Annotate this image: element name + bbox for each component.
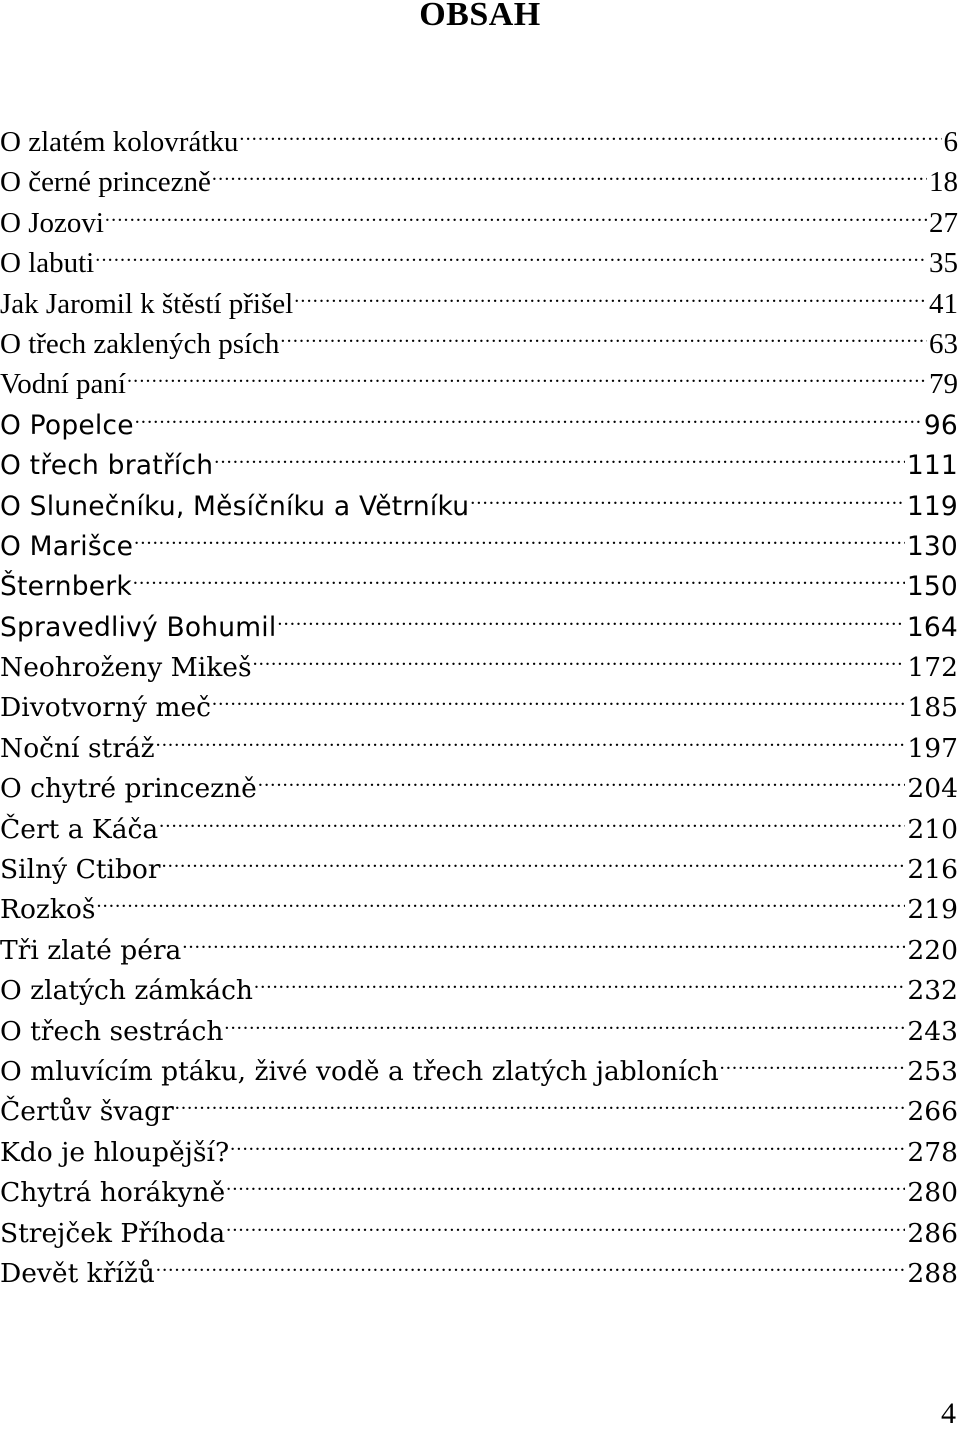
toc-entry-page: 253 bbox=[907, 1055, 958, 1087]
toc-entry-title: O třech sestrách bbox=[0, 1015, 224, 1047]
toc-leader-dots bbox=[135, 394, 922, 434]
toc-leader-dots bbox=[105, 192, 927, 232]
toc-leader-dots bbox=[239, 111, 941, 151]
toc-entry-page: 79 bbox=[929, 368, 958, 401]
toc-entry bbox=[0, 434, 958, 482]
toc-leader-dots bbox=[226, 1161, 905, 1201]
toc-entry-title: Kdo je hloupější? bbox=[0, 1136, 230, 1168]
toc-leader-dots bbox=[182, 919, 905, 959]
toc-entry-title: O třech zaklených psích bbox=[0, 327, 280, 360]
toc-leader-dots bbox=[258, 757, 906, 797]
toc-entry bbox=[0, 919, 958, 966]
toc-leader-dots bbox=[226, 1202, 905, 1242]
toc-entry-title: O zlatém kolovrátku bbox=[0, 126, 239, 158]
toc-leader-dots bbox=[470, 475, 905, 515]
toc-entry bbox=[0, 555, 958, 603]
toc-leader-dots bbox=[156, 717, 906, 757]
toc-entry bbox=[0, 273, 958, 320]
toc-leader-dots bbox=[212, 151, 927, 191]
toc-entry-page: 266 bbox=[907, 1096, 958, 1128]
toc-entry-title: O chytré princezně bbox=[0, 773, 257, 805]
toc-entry-title: Neohroženy Mikeš bbox=[0, 652, 252, 684]
toc-entry-title: Jak Jaromil k štěstí přišel bbox=[0, 287, 294, 320]
toc-entry-title: Vodní paní bbox=[0, 368, 126, 401]
toc-entry-page: 232 bbox=[907, 975, 958, 1007]
toc-leader-dots bbox=[253, 636, 906, 676]
toc-entry-page: 278 bbox=[907, 1136, 958, 1168]
toc-leader-dots bbox=[224, 1000, 905, 1040]
toc-entry-title: Divotvorný meč bbox=[0, 692, 212, 724]
toc-entry-page: 220 bbox=[907, 934, 958, 966]
toc-entry-page: 35 bbox=[929, 247, 958, 280]
toc-entry-title: O Jozovi bbox=[0, 206, 104, 239]
toc-entry-title: Chytrá horákyně bbox=[0, 1177, 226, 1209]
toc-entry-page: 210 bbox=[907, 813, 958, 845]
toc-entry-page: 286 bbox=[907, 1217, 958, 1249]
toc-leader-dots bbox=[214, 434, 905, 474]
toc-entry-title: Rozkoš bbox=[0, 894, 96, 926]
toc-leader-dots bbox=[175, 1080, 906, 1120]
toc-entry-title: O Marišce bbox=[0, 530, 134, 562]
toc-leader-dots bbox=[133, 555, 905, 595]
toc-leader-dots bbox=[96, 878, 905, 918]
toc-entry bbox=[0, 192, 958, 239]
toc-entry-page: 119 bbox=[906, 490, 958, 522]
toc-entry-page: 27 bbox=[929, 206, 958, 239]
toc-entry-title: Čert a Káča bbox=[0, 813, 159, 845]
toc-leader-dots bbox=[127, 353, 927, 393]
toc-entry-title: O Popelce bbox=[0, 409, 134, 441]
toc-entry-title: Strejček Příhoda bbox=[0, 1217, 226, 1249]
toc-entry-page: 18 bbox=[929, 166, 958, 199]
toc-leader-dots bbox=[254, 959, 905, 999]
toc-leader-dots bbox=[230, 1121, 905, 1161]
toc-entry-title: O Slunečníku, Měsíčníku a Větrníku bbox=[0, 490, 470, 522]
toc-entry-page: 185 bbox=[907, 692, 958, 724]
toc-entry-title: Devět křížů bbox=[0, 1257, 155, 1289]
page-title: OBSAH bbox=[419, 0, 541, 33]
toc-entry-page: 150 bbox=[906, 571, 958, 603]
toc-entry bbox=[0, 232, 958, 280]
toc-entry-title: O labuti bbox=[0, 247, 95, 280]
toc-leader-dots bbox=[134, 515, 905, 555]
toc-entry-title: O zlatých zámkách bbox=[0, 975, 253, 1007]
toc-entry-page: 6 bbox=[943, 126, 958, 158]
toc-leader-dots bbox=[280, 313, 927, 353]
toc-entry-page: 197 bbox=[907, 732, 958, 764]
toc-entry-title: Čertův švagr bbox=[0, 1096, 174, 1128]
toc-entry-page: 288 bbox=[907, 1257, 958, 1289]
toc-entry-title: O třech bratřích bbox=[0, 450, 214, 482]
toc-leader-dots bbox=[156, 1242, 906, 1282]
toc-leader-dots bbox=[162, 838, 906, 878]
toc-entry bbox=[0, 596, 958, 643]
toc-entry-page: 111 bbox=[906, 450, 958, 482]
toc-entry-title: Silný Ctibor bbox=[0, 854, 161, 886]
toc-leader-dots bbox=[95, 232, 927, 272]
toc-entry-page: 164 bbox=[906, 611, 958, 643]
toc-entry-page: 216 bbox=[907, 854, 958, 886]
toc-leader-dots bbox=[277, 596, 904, 636]
toc-entry-page: 41 bbox=[929, 287, 958, 320]
toc-entry-title: Tři zlaté péra bbox=[0, 934, 182, 966]
toc-entry-title: O mluvícím ptáku, živé vodě a třech zlatých jabloních bbox=[0, 1055, 719, 1087]
toc-entry-page: 63 bbox=[929, 327, 958, 360]
toc-leader-dots bbox=[720, 1040, 906, 1080]
toc-entry bbox=[0, 515, 958, 562]
toc-leader-dots bbox=[159, 798, 905, 838]
toc-entry-page: 96 bbox=[923, 409, 958, 441]
toc-leader-dots bbox=[212, 676, 905, 716]
page-number: 4 bbox=[941, 1397, 956, 1430]
toc-entry-page: 204 bbox=[907, 773, 958, 805]
toc-entry-title: O černé princezně bbox=[0, 166, 211, 199]
toc-entry-title: Spravedlivý Bohumil bbox=[0, 611, 277, 643]
toc-entry bbox=[0, 394, 958, 441]
toc-entry bbox=[0, 111, 958, 158]
toc-entry-page: 130 bbox=[906, 530, 958, 562]
toc-entry-page: 243 bbox=[907, 1015, 958, 1047]
toc-entry-title: Noční stráž bbox=[0, 732, 155, 764]
toc-entry-page: 280 bbox=[907, 1177, 958, 1209]
toc-leader-dots bbox=[294, 273, 927, 313]
toc-entry-title: Šternberk bbox=[0, 571, 132, 603]
toc-entry bbox=[0, 878, 958, 926]
toc-entry bbox=[0, 353, 958, 401]
table-of-contents bbox=[0, 111, 958, 1289]
toc-entry-page: 172 bbox=[907, 652, 958, 684]
toc-entry-page: 219 bbox=[907, 894, 958, 926]
